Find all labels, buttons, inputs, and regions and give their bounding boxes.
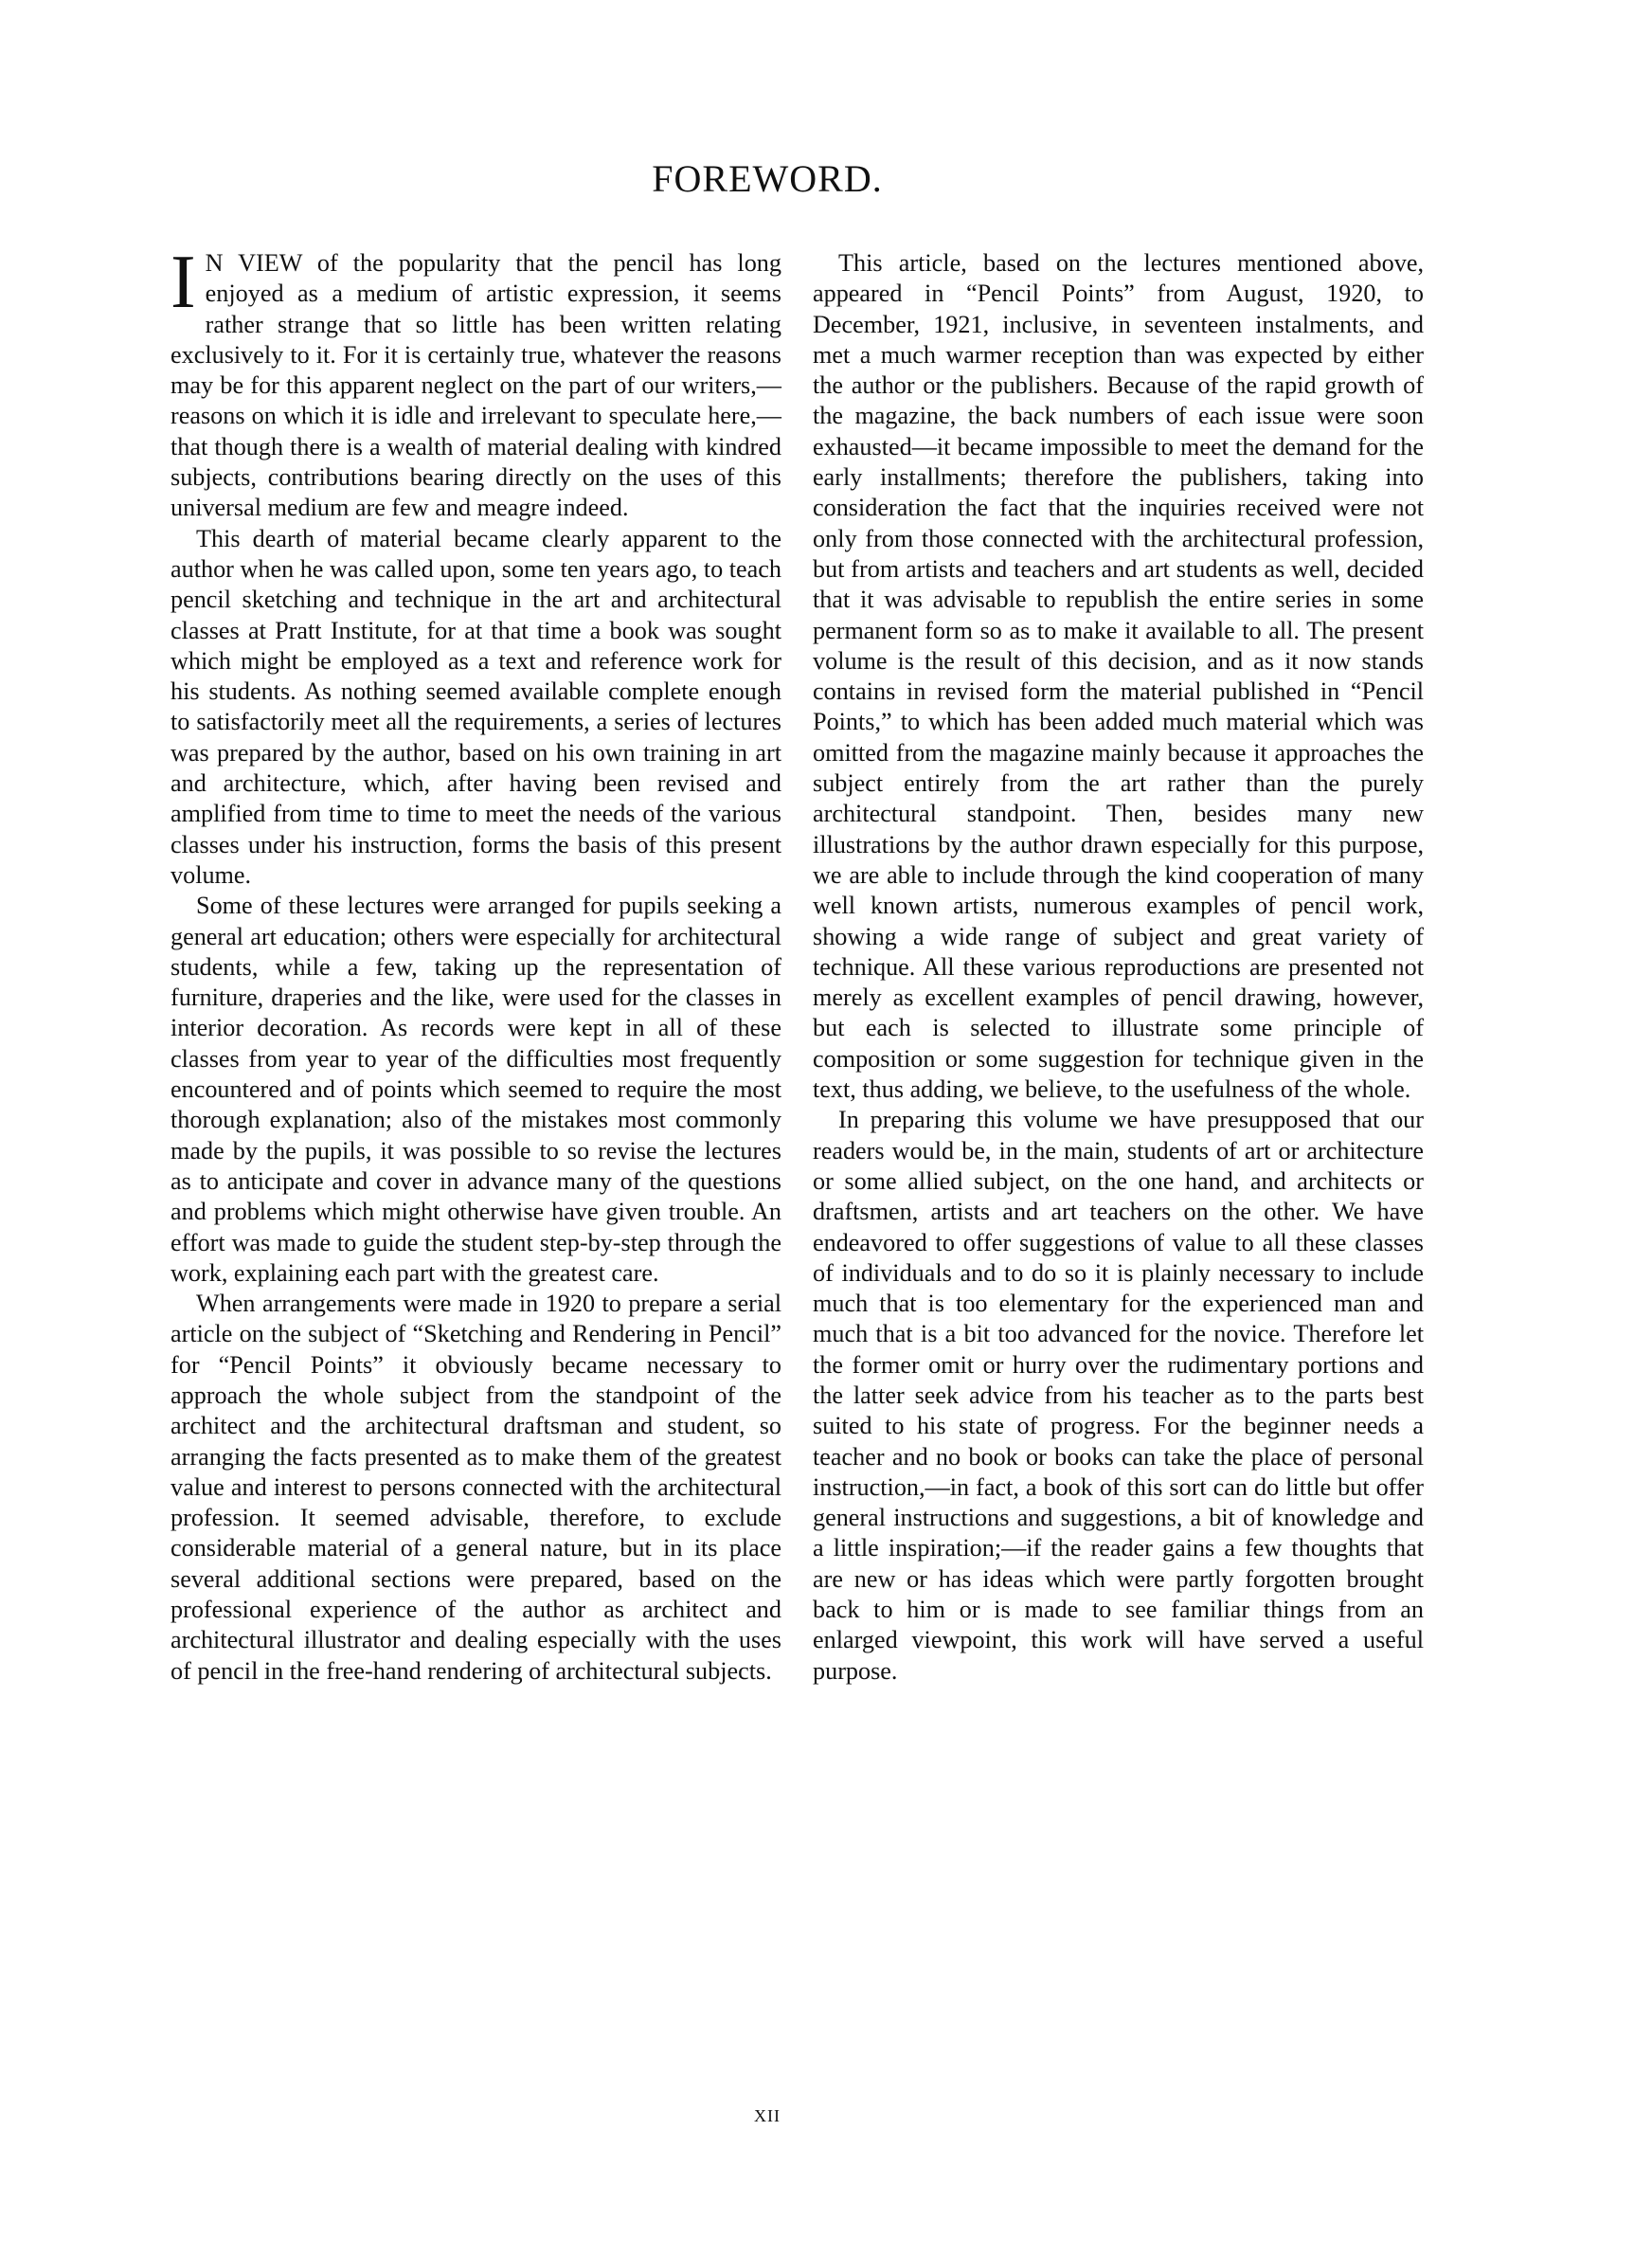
paragraph-3: Some of these lectures were arranged for pupils seeking a general art education; others were especially for architectural students, while a few, taking up the representation of furniture, draperies and the like, were used for the classes in interior decoration. As records were kept in all of these classes from year to year of the difficulties most frequently encountered and of points which seemed to require the most thorough explanation; also of the mistakes most commonly made by the pupils, it was possible to so revise the lectures as to anticipate and cover in advance many of the questions and problems which might otherwise have given trouble. An effort was made to guide the student step-by-step through the work, explaining each part with the greatest care. — [171, 892, 781, 1287]
right-column — [813, 248, 1424, 1687]
page-number: XII — [754, 2106, 781, 2125]
paragraph-1-text: N VIEW of the popularity that the pencil has long enjoyed as a medium of artistic expression, it seems rather strange that so little has been written relating exclusively to it. For it is certainly true, whatever the reasons may be for this apparent neglect on the part of our writers,—reasons on which it is idle and irrelevant to speculate here,—that though there is a wealth of material dealing with kindred subjects, contributions bearing directly on the uses of this universal medium are few and meagre indeed. — [171, 249, 781, 522]
drop-cap: I — [171, 241, 196, 324]
paragraph-5: This article, based on the lectures mentioned above, appeared in “Pencil Points” from August, 1920, to December, 1921, inclusive, in seventeen instalments, and met a much warmer reception than was expected by either the author or the publishers. Because of the rapid growth of the magazine, the back numbers of each issue were soon exhausted—it became impossible to meet the demand for the early installments; therefore the publishers, taking into consideration the fact that the inquiries received were not only from those connected with the architectural profession, but from artists and teachers and art students as well, decided that it was advisable to republish the entire series in some permanent form so as to make it available to all. The present volume is the result of this decision, and as it now stands contains in revised form the material published in “Pencil Points,” to which has been added much material which was omitted from the magazine mainly because it approaches the subject entirely from the art rather than the purely architectural standpoint. Then, besides many new illustrations by the author drawn especially for this purpose, we are able to include through the kind cooperation of many well known artists, numerous examples of pencil work, showing a wide range of subject and great variety of technique. All these various reproductions are presented not merely as excellent examples of pencil drawing, however, but each is selected to illustrate some principle of composition or some suggestion for technique given in the text, thus adding, we believe, to the usefulness of the whole. — [813, 249, 1424, 1104]
paragraph-1 — [171, 241, 781, 524]
paragraph-4: When arrangements were made in 1920 to prepare a serial article on the subject of “Sketching and Rendering in Pencil” for “Pencil Points” it obviously became necessary to approach the whole subject from the standpoint of the architect and the architectural draftsman and student, so arranging the facts presented as to make them of the greatest value and interest to persons connected with the architectural profession. It seemed advisable, therefore, to exclude considerable material of a general nature, but in its place several additional sections were prepared, based on the professional experience of the author as architect and architectural illustrator and dealing especially with the uses of pencil in the free-hand rendering of architectural subjects. — [171, 1290, 781, 1685]
page-title: FOREWORD. — [652, 156, 883, 200]
paragraph-2: This dearth of material became clearly apparent to the author when he was called upon, some ten years ago, to teach pencil sketching and technique in the art and architectural classes at Pratt Institute, for at that time a book was sought which might be employed as a text and reference work for his students. As nothing seemed available complete enough to satisfactorily meet all the requirements, a series of lectures was prepared by the author, based on his own training in art and architecture, which, after having been revised and amplified from time to time to meet the needs of the various classes under his instruction, forms the basis of this present volume. — [171, 524, 782, 889]
left-column — [171, 241, 782, 1687]
paragraph-6: In preparing this volume we have presupposed that our readers would be, in the main, students of art or architecture or some allied subject, on the one hand, and architects or draftsmen, artists and art teachers on the other. We have endeavored to offer suggestions of value to all these classes of individuals and to do so it is plainly necessary to include much that is too elementary for the experienced man and much that is a bit too advanced for the novice. Therefore let the former omit or hurry over the rudimentary portions and the latter seek advice from his teacher as to the parts best suited to his state of progress. For the beginner needs a teacher and no book or books can take the place of personal instruction,—in fact, a book of this sort can do little but offer general instructions and suggestions, a bit of knowledge and a little inspiration;—if the reader gains a few thoughts that are new or has ideas which were partly forgotten brought back to him or is made to see familiar things from an enlarged viewpoint, this work will have served a useful purpose. — [813, 1106, 1424, 1685]
